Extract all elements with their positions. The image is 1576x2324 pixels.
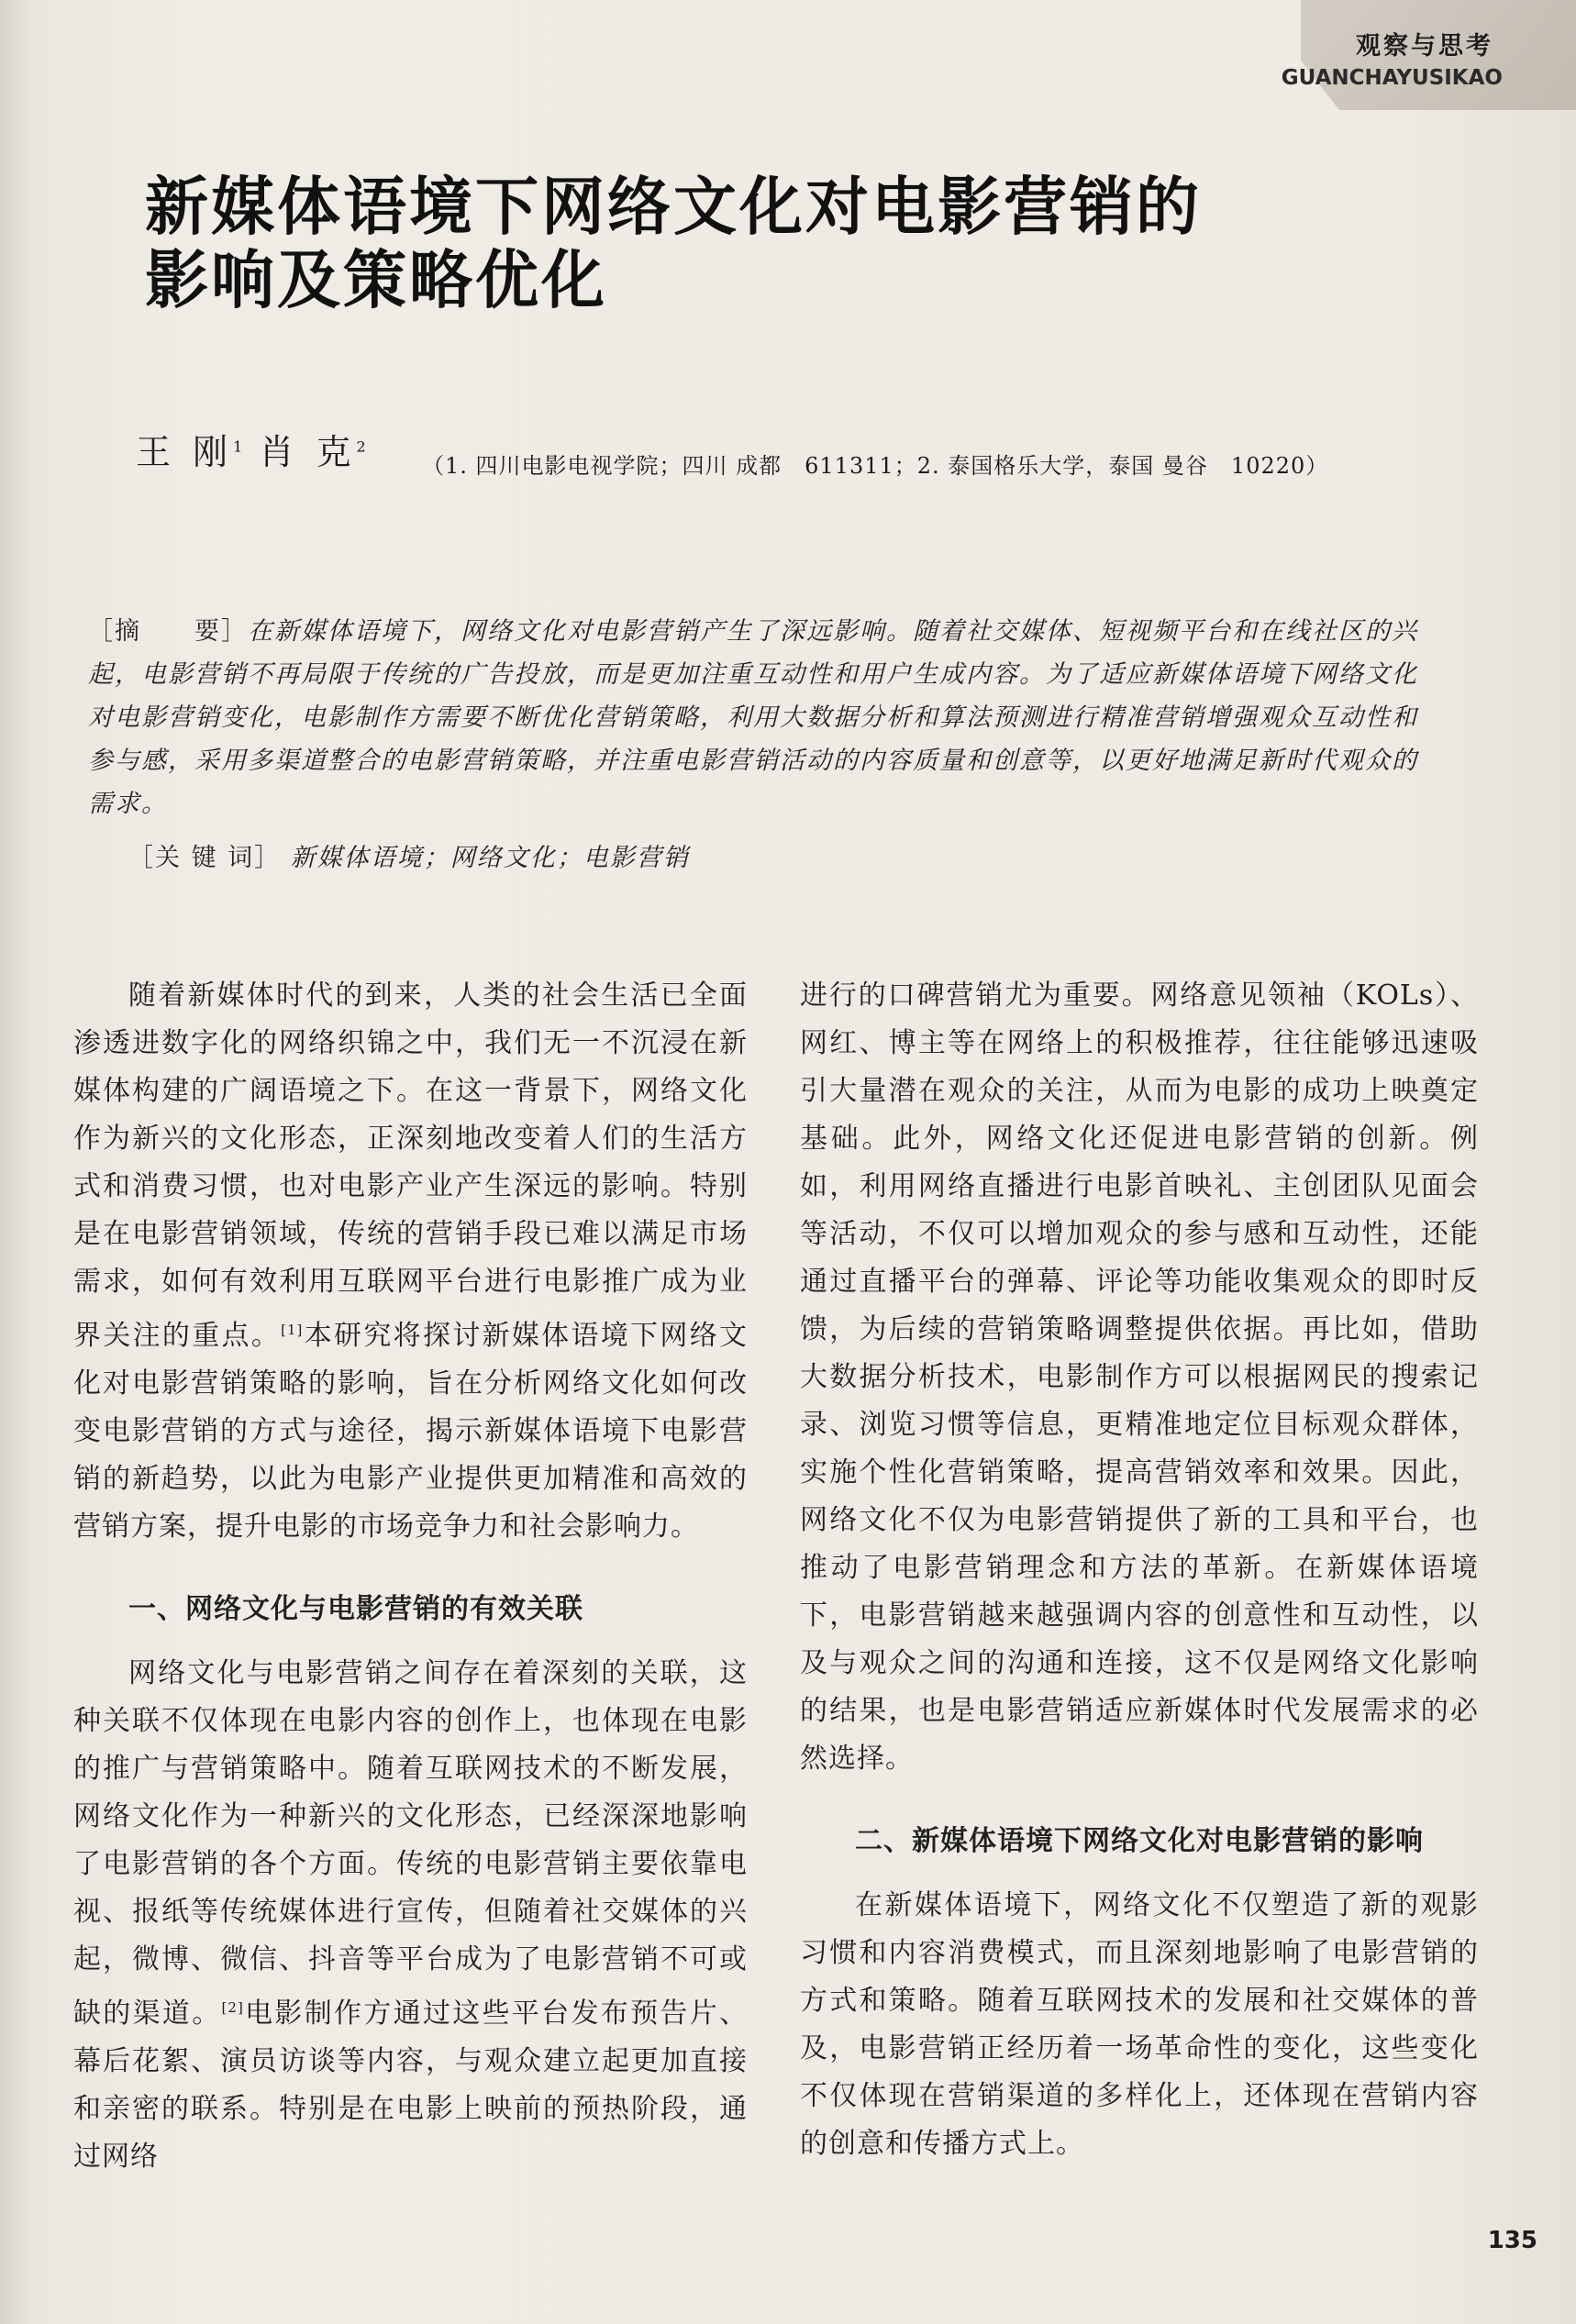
section-1-paragraph bbox=[73, 1650, 748, 2181]
section-2-heading: 二、新媒体语境下网络文化对电影营销的影响 bbox=[855, 1825, 1424, 1857]
author-1: 王 刚 bbox=[136, 432, 234, 472]
section-1-text: 网络文化与电影营销之间存在着深刻的关联，这种关联不仅体现在电影内容的创作上，也体现在电影的推广与营销策略中。随着互联网技术的不断发展，网络文化作为一种新兴的文化形态，已经深深地影响了电影营销的各个方面。传统的电影营销主要依靠电视、报纸等传统媒体进行宣传，但随着社交媒体的兴起，微博、微信、抖音等平台成为了电影营销不可或缺的渠道。 bbox=[73, 1657, 748, 2030]
article-title-line-2: 影响及策略优化 bbox=[145, 244, 607, 317]
section-heading: 观察与思考 bbox=[1356, 32, 1493, 61]
reference-1: [1] bbox=[281, 1322, 304, 1338]
section-1-heading: 一、网络文化与电影营销的有效关联 bbox=[128, 1593, 583, 1625]
author-byline bbox=[136, 424, 366, 474]
intro-text: 随着新媒体时代的到来，人类的社会生活已全面渗透进数字化的网络织锦之中，我们无一不沉浸在新媒体构建的广阔语境之下。在这一背景下，网络文化作为新兴的文化形态，正深刻地改变着人们的生活方式和消费习惯，也对电影产业产生深远的影响。特别是在电影营销领域，传统的营销手段已难以满足市场需求，如何有效利用互联网平台进行电影推广成为业界关注的重点。 bbox=[73, 979, 748, 1352]
author-affiliations: （1. 四川电影电视学院；四川 成都 611311；2. 泰国格乐大学，泰国 曼谷 10220） bbox=[422, 453, 1329, 479]
abstract-label: ［摘 要］ bbox=[88, 617, 248, 646]
author-2: 肖 克 bbox=[259, 432, 357, 472]
section-1-text-continued: 电影制作方通过这些平台发布预告片、幕后花絮、演员访谈等内容，与观众建立起更加直接和亲密的联系。特别是在电影上映前的预热阶段，通过网络 bbox=[73, 1998, 749, 2173]
section-2-paragraph: 在新媒体语境下，网络文化不仅塑造了新的观影习惯和内容消费模式，而且深刻地影响了电影营销的方式和策略。随着互联网技术的发展和社交媒体的普及，电影营销正经历着一场革命性的变化，这些变化不仅体现在营销渠道的多样化上，还体现在营销内容的创意和传播方式上。 bbox=[800, 1889, 1479, 2160]
abstract bbox=[88, 610, 1437, 825]
article-title-line-1: 新媒体语境下网络文化对电影营销的 bbox=[145, 171, 1202, 244]
author-1-affiliation-mark: 1 bbox=[233, 437, 243, 456]
abstract-text: 在新媒体语境下，网络文化对电影营销产生了深远影响。随着社交媒体、短视频平台和在线社区的兴起，电影营销不再局限于传统的广告投放，而是更加注重互动性和用户生成内容。为了适应新媒体语境下网络文化对电影营销变化，电影制作方需要不断优化营销策略，利用大数据分析和算法预测进行精准营销增强观众互动性和参与感，采用多渠道整合的电影营销策略，并注重电影营销活动的内容质量和创意等，以更好地满足新时代观众的需求。 bbox=[88, 617, 1418, 818]
page-number: 135 bbox=[1487, 2227, 1537, 2254]
keywords-label: ［关 键 词］ bbox=[128, 844, 282, 872]
body-column-left bbox=[73, 972, 748, 2181]
keywords-text: 新媒体语境；网络文化；电影营销 bbox=[290, 844, 690, 872]
section-1-paragraph-continued: 进行的口碑营销尤为重要。网络意见领袖（KOLs）、网红、博主等在网络上的积极推荐，往往能够迅速吸引大量潜在观众的关注，从而为电影的成功上映奠定基础。此外，网络文化还促进电影营销的创新。例如，利用网络直播进行电影首映礼、主创团队见面会等活动，不仅可以增加观众的参与感和互动性，还能通过直播平台的弹幕、评论等功能收集观众的即时反馈，为后续的营销策略调整提供依据。再比如，借助大数据分析技术，电影制作方可以根据网民的搜索记录、浏览习惯等信息，更精准地定位目标观众群体，实施个性化营销策略，提高营销效率和效果。因此，网络文化不仅为电影营销提供了新的工具和平台，也推动了电影营销理念和方法的革新。在新媒体语境下，电影营销越来越强调内容的创意性和互动性，以及与观众之间的沟通和连接，这不仅是网络文化影响的结果，也是电影营销适应新媒体时代发展需求的必然选择。 bbox=[800, 979, 1479, 1775]
section-heading-pinyin: GUANCHAYUSIKAO bbox=[1281, 66, 1503, 90]
intro-text-continued: 本研究将探讨新媒体语境下网络文化对电影营销策略的影响，旨在分析网络文化如何改变电影营销的方式与途径，揭示新媒体语境下电影营销的新趋势，以此为电影产业提供更加精准和高效的营销方案，提升电影的市场竞争力和社会影响力。 bbox=[73, 1320, 749, 1543]
body-column-right bbox=[800, 972, 1479, 2168]
intro-paragraph bbox=[73, 972, 748, 1551]
keywords bbox=[128, 837, 690, 873]
author-2-affiliation-mark: 2 bbox=[356, 437, 366, 456]
reference-2: [2] bbox=[221, 1999, 244, 2016]
